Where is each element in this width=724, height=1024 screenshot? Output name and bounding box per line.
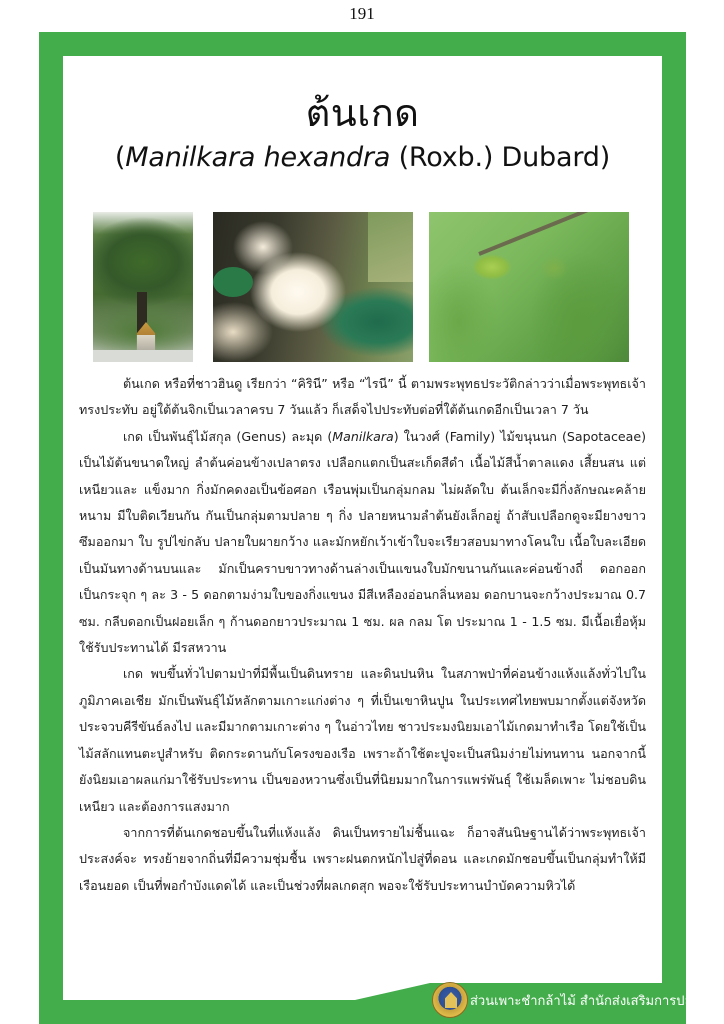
paragraph-conclusion: จากการที่ต้นเกดชอบขึ้นในที่แห้งแล้ง ดินเป็นทรายไม่ชื้นแฉะ ก็อาจสันนิษฐานได้ว่าพระพุทธเจ้าประสงค์จะ ทรงย้ายจากถิ่นที่มีความชุ่มชื้น เพราะฝนตกหนักไปสู่ที่ดอน และเกดมักชอบขึ้นเป็นกลุ่มทำให้มีเรือนยอด เป็นที่พอกำบังแดดได้ และเป็นช่วงที่ผลเกดสุก พอจะใช้รับประทานบำบัดความหิวได้	[79, 824, 646, 893]
paragraph-history: ต้นเกด หรือที่ชาวฮินดู เรียกว่า “คิรินี” หรือ “ไรนี” นี้ ตามพระพุทธประวัติกล่าวว่าเมื่อพระพุทธเจ้าทรงประทับ อยู่ใต้ต้นจิกเป็นเวลาครบ 7 วันแล้ว ก็เสด็จไปประทับต่อที่ใต้ต้นเกดอีกเป็นเวลา 7 วัน	[79, 376, 646, 418]
branch	[478, 212, 609, 256]
leaf	[213, 267, 253, 297]
flower-cluster-photo	[213, 212, 413, 362]
scientific-name-authority: (Roxb.) Dubard	[390, 142, 600, 173]
paragraph-distribution: เกด พบขึ้นทั่วไปตามป่าที่มีพื้นเป็นดินทราย และดินปนหิน ในสภาพป่าที่ค่อนข้างแห้งแล้งทั่วไปในภูมิภาคเอเชีย มักเป็นพันธุ์ไม้หลักตามเกาะแก่งต่าง ๆ ที่เป็นเขาหินปูน ในประเทศไทยพบมากตั้งแต่จังหวัดประจวบคีรีขันธ์ลงไป และมีมากตามเกาะต่าง ๆ ในอ่าวไทย ชาวประมงนิยมเอาไม้เกดมาทำเรือ โดยใช้เป็นไม้สลักแทนตะปูสำหรับ ติดกระดานกับโครงของเรือ เพราะถ้าใช้ตะปูจะเป็นสนิมง่ายไม่ทนทาน นอกจากนี้ยังนิยมเอาผลแก่มาใช้รับประทาน เป็นของหวานซึ่งเป็นที่นิยมมากในการแพร่พันธุ์ ใช้เมล็ดเพาะ ไม่ชอบดินเหนียว และต้องการแสงมาก	[79, 666, 646, 814]
description-text-cont: ) ในวงศ์ (Family) ไม้ขนุนนก (Sapotaceae) เป็นไม้ต้นขนาดใหญ่ ลำต้นค่อนข้างเปลาตรง เปลือกแตกเป็นสะเก็ดสีดำ เนื้อไม้สีน้ำตาลแดง เสี้ยนสน แต่เหนียวและ แข็งมาก กิ่งมักคดงอเป็นข้อศอก เรือนพุ่มเป็นกลุ่มกลม ไม่ผลัดใบ ต้นเล็กจะมีกิ่งลักษณะคล้ายหนาม มีใบติดเวียนกัน กันเป็นกลุ่มตามปลาย ๆ กิ่ง ปลายหนามลำต้นยังเล็กอยู่ ถ้าสับเปลือกดูจะมียางขาวซึมออกมา ใบ รูปไข่กลับ ปลายใบผายกว้าง และมักหยักเว้าเข้าใบจะเรียวสอบมาทางโคนใบ เนื้อใบละเอียดเป็นมันทางด้านบนและ มักเป็นคราบขาวทางด้านล่างเป็นแขนงใบมักขนานกันและค่อนข้างถี่ ดอกออกเป็นกระจุก ๆ ละ 3 - 5 ดอกตามง่ามใบของกิ่งแขนง มีสีเหลืองอ่อนกลิ่นหอม ดอกบานจะกว้างประมาณ 0.7 ซม. กลีบดอกเป็นฝอยเล็ก ๆ ก้านดอกยาวประมาณ 1 ซม. ผล กลม โต ประมาณ 1 - 1.5 ซม. มีเนื้อเยื่อหุ้มใช้รับประทานได้ มีรสหวาน	[79, 428, 646, 656]
emblem-icon	[432, 982, 468, 1018]
ground	[93, 350, 193, 362]
page-number: 191	[349, 4, 375, 23]
scientific-name	[63, 142, 662, 173]
leaf	[368, 212, 413, 282]
scientific-name-close-paren: )	[599, 142, 611, 173]
footer	[432, 982, 716, 1018]
description-text: เกด เป็นพันธุ์ไม้สกุล (Genus) ละมุด (	[123, 428, 333, 444]
page-title: ต้นเกด	[305, 91, 420, 135]
genus-name: Manilkara	[332, 428, 394, 444]
footer-label: ส่วนเพาะชำกล้าไม้ สำนักส่งเสริมการปลูกป่า	[470, 993, 716, 1009]
paragraph-description	[79, 424, 646, 662]
scientific-name-open-paren: (	[114, 142, 126, 173]
fruit-branch-photo	[429, 212, 629, 362]
scientific-name-binomial: Manilkara hexandra	[125, 142, 391, 173]
body-text	[79, 371, 646, 899]
tree-with-shrine-photo	[93, 212, 193, 362]
